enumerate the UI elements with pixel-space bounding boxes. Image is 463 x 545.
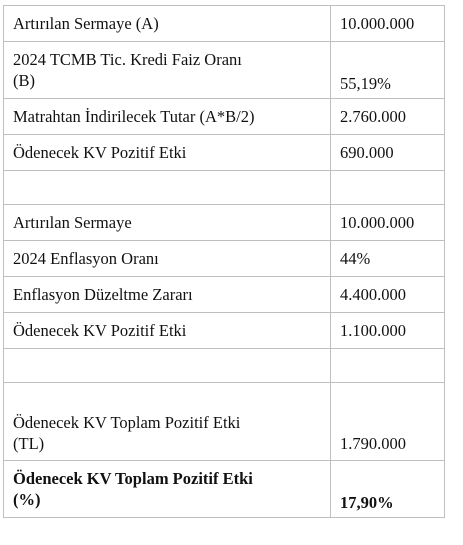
row-label-cell [4,241,331,277]
row-value-cell [331,277,445,313]
row-label: Ödenecek KV Toplam Pozitif Etki (%) [13,469,253,509]
table-row [4,383,445,461]
table-row-blank [4,349,445,383]
table-row [4,42,445,99]
row-label-cell [4,461,331,518]
table-row [4,99,445,135]
row-label-cell [4,313,331,349]
kv-table-document [3,5,444,537]
blank-cell [331,171,445,205]
row-value: 1.100.000 [340,321,406,340]
row-value-cell [331,6,445,42]
row-value-cell [331,241,445,277]
blank-cell [331,349,445,383]
kv-impact-table [3,5,445,518]
row-label-cell [4,99,331,135]
table-row [4,313,445,349]
row-label-cell [4,277,331,313]
row-value: 55,19% [340,74,391,93]
row-value: 4.400.000 [340,285,406,304]
row-value-cell [331,99,445,135]
row-value-cell [331,135,445,171]
row-label-cell [4,383,331,461]
row-value: 690.000 [340,143,394,162]
table-row [4,241,445,277]
row-value: 44% [340,249,371,268]
row-value-cell [331,461,445,518]
row-label: Ödenecek KV Pozitif Etki [13,143,187,162]
row-value: 1.790.000 [340,434,406,453]
row-value: 10.000.000 [340,213,415,232]
row-label-cell [4,6,331,42]
row-value-cell [331,42,445,99]
table-row-total-percent [4,461,445,518]
row-label: Ödenecek KV Toplam Pozitif Etki (TL) [13,413,241,453]
row-label: Artırılan Sermaye [13,213,132,232]
table-row [4,205,445,241]
table-row [4,135,445,171]
row-label: Artırılan Sermaye (A) [13,14,159,33]
blank-cell [4,349,331,383]
row-label: Matrahtan İndirilecek Tutar (A*B/2) [13,107,255,126]
row-value-cell [331,383,445,461]
row-label: 2024 TCMB Tic. Kredi Faiz Oranı (B) [13,50,242,90]
row-label: 2024 Enflasyon Oranı [13,249,159,268]
row-value: 2.760.000 [340,107,406,126]
row-value: 17,90% [340,493,394,512]
row-value-cell [331,205,445,241]
row-label-cell [4,42,331,99]
row-label-cell [4,205,331,241]
blank-cell [4,171,331,205]
row-label: Ödenecek KV Pozitif Etki [13,321,187,340]
table-row-blank [4,171,445,205]
row-value-cell [331,313,445,349]
table-row [4,6,445,42]
row-label: Enflasyon Düzeltme Zararı [13,285,193,304]
row-value: 10.000.000 [340,14,415,33]
row-label-cell [4,135,331,171]
table-row [4,277,445,313]
